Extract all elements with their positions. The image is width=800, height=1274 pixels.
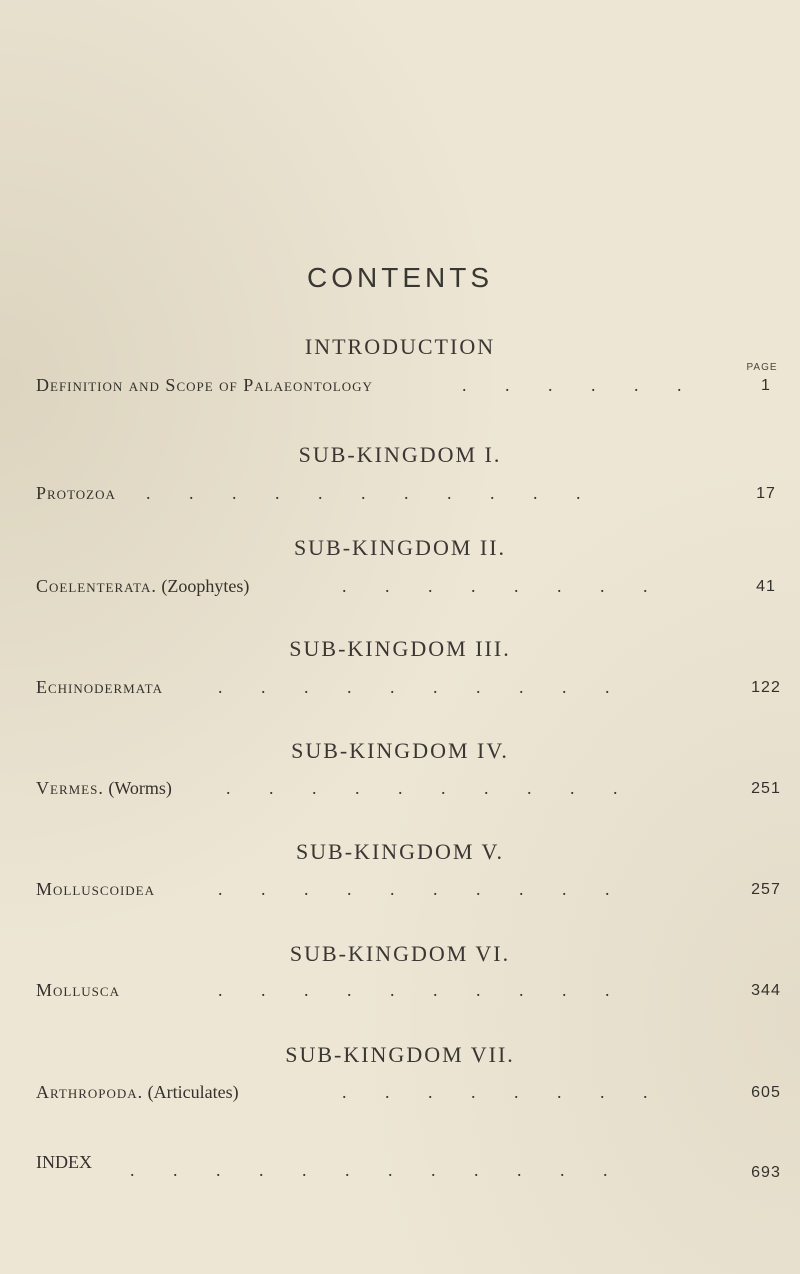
page-number: 693 [751,1164,781,1181]
section-heading: SUB-KINGDOM VI. [289,941,511,966]
entry-label: Vermes. (Worms) [36,778,172,798]
toc-entry[interactable] [36,980,786,1006]
page-column-label: PAGE [746,362,778,373]
toc-entry[interactable] [36,375,786,401]
toc-entry[interactable] [36,879,786,905]
leader-dots: . . . . . . . . . . [226,778,618,798]
section-heading: SUB-KINGDOM V. [295,839,505,864]
leader-dots: . . . . . . . . . . [218,677,610,697]
leader-dots: . . . . . . . . . . . . [130,1160,608,1180]
leader-dots: . . . . . . . . . . [218,980,610,1000]
page-number: 257 [751,881,781,898]
leader-dots: . . . . . . [462,375,682,395]
page-number: 344 [751,982,781,999]
page-number: 17 [756,485,776,502]
page-number: 1 [761,377,771,394]
section-heading: INTRODUCTION [304,334,496,359]
leader-dots: . . . . . . . . [342,1082,648,1102]
page-number: 41 [756,578,776,595]
page-title: CONTENTS [307,262,493,293]
entry-label: Echinodermata [36,677,163,697]
entry-label: INDEX [36,1152,92,1172]
leader-dots: . . . . . . . . . . [218,879,610,899]
section-heading: SUB-KINGDOM I. [298,442,502,467]
entry-label: Mollusca [36,980,120,1000]
toc-entry[interactable] [36,677,786,703]
leader-dots: . . . . . . . . [342,576,648,596]
section-heading: SUB-KINGDOM II. [293,535,507,560]
toc-entry[interactable] [36,778,786,804]
toc-entry-index[interactable] [36,1152,786,1181]
page-number: 122 [751,679,781,696]
leader-dots: . . . . . . . . . . . [146,483,581,503]
page-number: 605 [751,1084,781,1101]
entry-label: Protozoa [36,483,116,503]
toc-entry[interactable] [36,483,786,509]
entry-label: Molluscoidea [36,879,155,899]
toc-entry[interactable] [36,576,786,602]
toc-entry[interactable] [36,1082,786,1108]
entry-label: Definition and Scope of Palaeontology [36,375,373,395]
section-heading: SUB-KINGDOM III. [289,636,511,661]
entry-label: Arthropoda. (Articulates) [36,1082,239,1102]
page-number: 251 [751,780,781,797]
section-heading: SUB-KINGDOM IV. [291,738,509,763]
entry-label: Coelenterata. (Zoophytes) [36,576,250,596]
section-heading: SUB-KINGDOM VII. [285,1042,515,1067]
